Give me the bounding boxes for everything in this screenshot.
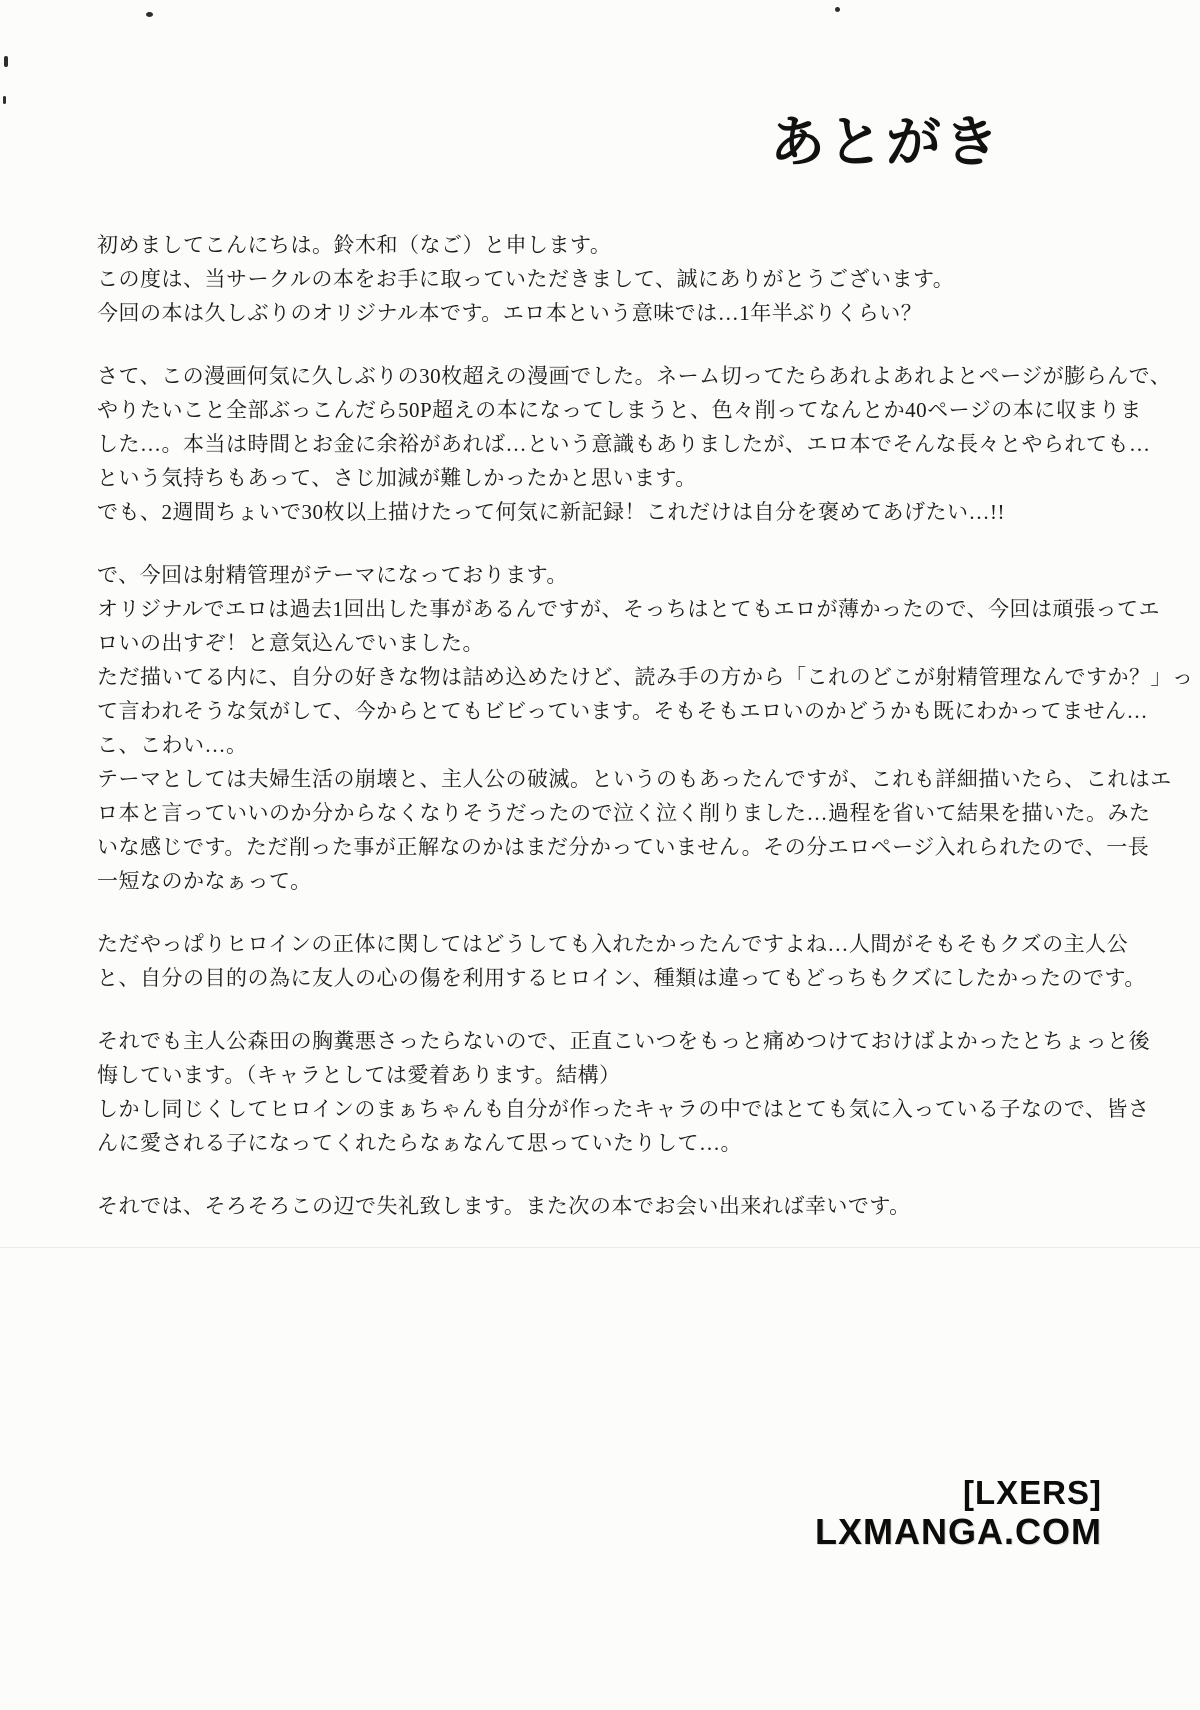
text-line: ただ描いてる内に、自分の好きな物は詰め込めたけど、読み手の方から「これのどこが射精管理なんですか？」っ: [97, 665, 1194, 689]
text-line: で、今回は射精管理がテーマになっております。: [97, 563, 568, 587]
text-line: ロ本と言っていいのか分からなくなりそうだったので泣く泣く削りました…過程を省いて結果を描いた。みた: [97, 801, 1151, 825]
text-line: でも、2週間ちょいで30枚以上描けたって何気に新記録！これだけは自分を褒めてあげたい…!!: [97, 500, 1005, 524]
paragraph: [97, 927, 1146, 995]
scan-speck: [3, 96, 6, 104]
text-line: さて、この漫画何気に久しぶりの30枚超えの漫画でした。ネーム切ってたらあれよあれよとページが膨らんで、: [97, 364, 1172, 388]
text-line: オリジナルでエロは過去1回出した事があるんですが、そっちはとてもエロが薄かったので、今回は頑張ってエ: [97, 597, 1161, 621]
scan-speck: [4, 56, 8, 67]
text-line: んに愛される子になってくれたらなぁなんて思っていたりして…。: [97, 1131, 742, 1155]
afterword-body-text: [97, 228, 1194, 1252]
watermark-site: LXMANGA.COM: [815, 1511, 1102, 1552]
text-line: と、自分の目的の為に友人の心の傷を利用するヒロイン、種類は違ってもどっちもクズにしたかったのです。: [97, 966, 1146, 990]
text-line: 一短なのかなぁって。: [97, 869, 312, 893]
text-line: テーマとしては夫婦生活の崩壊と、主人公の破滅。というのもあったんですが、これも詳細描いたら、これはエ: [97, 767, 1172, 791]
text-line: 今回の本は久しぶりのオリジナル本です。エロ本という意味では…1年半ぶりくらい？: [97, 301, 923, 325]
text-line: という気持ちもあって、さじ加減が難しかったかと思います。: [97, 466, 697, 490]
text-line: それでは、そろそろこの辺で失礼致します。また次の本でお会い出来れば幸いです。: [97, 1194, 911, 1218]
text-line: ただやっぱりヒロインの正体に関してはどうしても入れたかったんですよね…人間がそもそもクズの主人公: [97, 932, 1129, 956]
paragraph: [97, 1189, 1127, 1223]
text-line: 悔しています。（キャラとしては愛着あります。結構）: [97, 1063, 621, 1087]
paragraph: [97, 558, 1194, 898]
paragraph: [97, 359, 1172, 529]
watermark: [815, 1474, 1102, 1552]
text-line: した…。本当は時間とお金に余裕があれば…という意識もありましたが、エロ本でそんな長々とやられても…: [97, 432, 1151, 456]
watermark-credit: [LXERS]: [963, 1474, 1102, 1511]
text-line: しかし同じくしてヒロインのまぁちゃんも自分が作ったキャラの中ではとても気に入っている子なので、皆さ: [97, 1097, 1150, 1121]
paragraph: [97, 228, 1127, 330]
text-line: この度は、当サークルの本をお手に取っていただきまして、誠にありがとうございます。: [97, 267, 955, 291]
page-title: あとがき: [769, 111, 1002, 173]
text-line: やりたいこと全部ぶっこんだら50P超えの本になってしまうと、色々削ってなんとか40ページの本に収まりま: [97, 398, 1142, 422]
text-line: いな感じです。ただ削った事が正解なのかはまだ分かっていません。その分エロページ入れられたので、一長: [97, 835, 1150, 859]
text-line: こ、こわい…。: [97, 733, 248, 757]
scan-speck: [146, 12, 153, 17]
text-line: ロいの出すぞ！と意気込んでいました。: [97, 631, 484, 655]
scan-speck: [835, 7, 840, 12]
text-line: て言われそうな気がして、今からとてもビビっています。そもそもエロいのかどうかも既にわかってません…: [97, 699, 1148, 723]
text-line: 初めましてこんにちは。鈴木和（なご）と申します。: [97, 233, 612, 257]
scan-artifact-line: [0, 1247, 1200, 1248]
text-line: それでも主人公森田の胸糞悪さったらないので、正直こいつをもっと痛めつけておけばよかったとちょっと後: [97, 1029, 1151, 1053]
paragraph: [97, 1024, 1151, 1160]
